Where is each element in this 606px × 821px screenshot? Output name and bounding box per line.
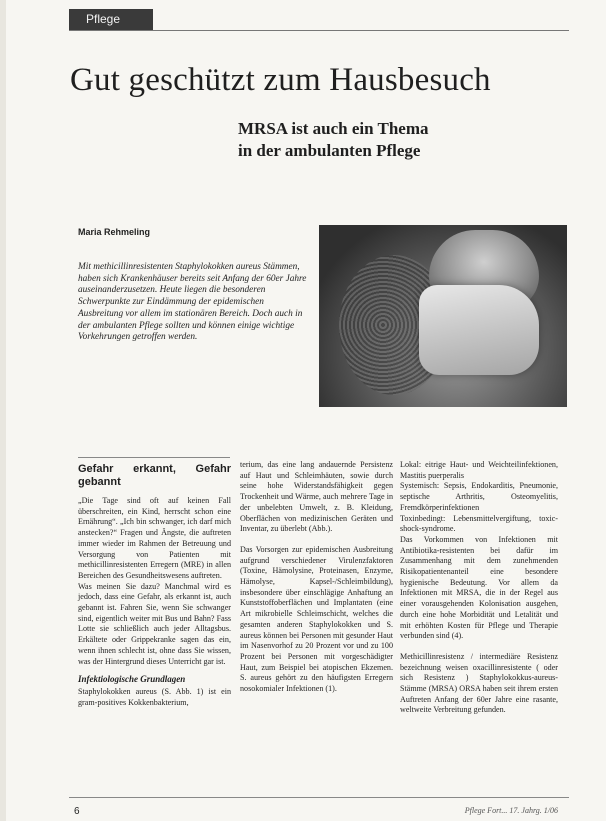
body-paragraph: terium, das eine lang andauernde Persistenz auf Haut und Schleimhäuten, sowie durch seine hohe Widerstandsfähigkeit gegen Trockenheit und Wärme, auch mehrere Tage in der unbelebten Umwelt, z. B. Kleidung, Oberflächen von medizinischen Geräten und Inventar, zu überlebt (Abb.). [240, 460, 393, 534]
article-photo [319, 225, 567, 407]
subtitle-line-1: MRSA ist auch ein Thema [238, 119, 429, 138]
subsection-heading: Infektiologische Grundlagen [78, 674, 186, 685]
header-rule [69, 30, 569, 31]
lead-paragraph: Mit methicillinresistenten Staphylokokken aureus Stämmen, haben sich Krankenhäuser bereits seit Anfang der 60er Jahre auseinanderzusetzen. Heute liegen die besonderen Schwerpunkte zur Eindämmung der epidemischen Ausbreitung vor allem im stationären Bereich. Doch auch in der ambulanten Pflege sollten und können einige wichtige Vorkehrungen getroffen werden. [78, 262, 307, 343]
body-paragraph: Toxinbedingt: Lebensmittelvergiftung, toxic-shock-syndrome. [400, 513, 558, 534]
body-paragraph: „Die Tage sind oft auf keinen Fall überschreiten, ein Kind, herrscht schon eine Ernährung“. „Ich bin schwanger, ich darf mich anstecken?“ Fragen und Ängste, die auftreten immer wieder im Rahmen der Betreuung und Versorgung von Patienten mit methicillinresistenten Erregern (MRE) in allen Bereichen des Gesundheitswesens auftreten. [78, 496, 231, 580]
body-paragraph: Systemisch: Sepsis, Endokarditis, Pneumonie, septische Arthritis, Osteomyelitis, Fremdkörperinfektionen [400, 481, 558, 512]
column-divider [78, 457, 230, 458]
article-title: Gut geschützt zum Hausbesuch [70, 62, 491, 98]
section-tag: Pflege [69, 9, 153, 30]
body-paragraph: Das Vorkommen von Infektionen mit Antibiotika-resistenten bei dafür im Zusammenhang mit dem zunehmenden Risikopatientenanteil eine besondere hygienische Bedeutung. Vor allem da Infektionen mit MRSA, die in der Regel aus einer vorausgehenden Kolonisation ausgehen, durch eine hohe Morbidität und Letalität und mit erhöhten Kosten für Pflege und Therapie verbunden sind (4). [400, 534, 558, 641]
body-paragraph: Was meinen Sie dazu? Manchmal wird es jedoch, dass eine Gefahr, als erkannt ist, auch gebannt ist. Fahren Sie, wenn Sie schwanger sind, eigentlich weiter mit Bus und Bahn? Fass Lotte sie schließlich auch jeder Alltagsbus. Erkältete oder Grippekranke sagen das ein, wenn ihnen schlecht ist, ohne dass Sie wissen, was der Hintergrund dieses Unterricht gar ist. [78, 581, 231, 666]
section-heading: Gefahr erkannt, Gefahr gebannt [78, 463, 231, 488]
body-paragraph: Staphylokokken aureus (S. Abb. 1) ist ein gram-positives Kokkenbakterium, [78, 687, 231, 707]
text-column-3 [400, 460, 558, 716]
text-column-1 [78, 460, 231, 709]
body-paragraph: Lokal: eitrige Haut- und Weichteilinfektionen, Mastitis puerperalis [400, 460, 558, 480]
footer-rule [69, 797, 569, 798]
scan-edge [0, 0, 6, 821]
body-paragraph: Methicillinresistenz / intermediäre Resistenz bezeichnung weisen oxacillinresistente ( oder sich Resistenz ) Staphylokokkus-aureus-Stämme (MRSA) ORSA haben seit ihrem ersten Auftreten Anfang der 60er Jahre eine rasante, weltweite Verbreitung gefunden. [400, 651, 558, 715]
subtitle-line-2: in der ambulanten Pflege [238, 141, 421, 160]
article-subtitle [238, 118, 558, 162]
page-number: 6 [74, 806, 80, 817]
text-column-2 [240, 460, 393, 695]
author-name: Maria Rehmeling [78, 227, 151, 237]
journal-reference: Pflege Fort... 17. Jahrg. 1/06 [464, 806, 558, 815]
photo-face-mask-shape [419, 285, 539, 375]
body-paragraph: Das Vorsorgen zur epidemischen Ausbreitung aufgrund verschiedener Virulenzfaktoren (Toxine, Hämolysine, Proteinasen, Enzyme, Hämolyse, Kapsel-/Schleimbildung), insbesondere über einschlägige Anhaftung an Kunststoffoberflächen und Implantaten (eine Art mikrobielle Schleimschicht, welches die gesamten anderen Staphylokokken und S. aureus können bei Personen mit gesunder Haut im Nasenvorhof zu 20 Prozent vor und zu 100 Prozent bei Personen mit vorgeschädigter Haut, zum Beispiel bei atopischen Ekzemen. S. aureus gehört zu den häufigsten Erregern nosokomialer Infektionen (1). [240, 544, 393, 694]
